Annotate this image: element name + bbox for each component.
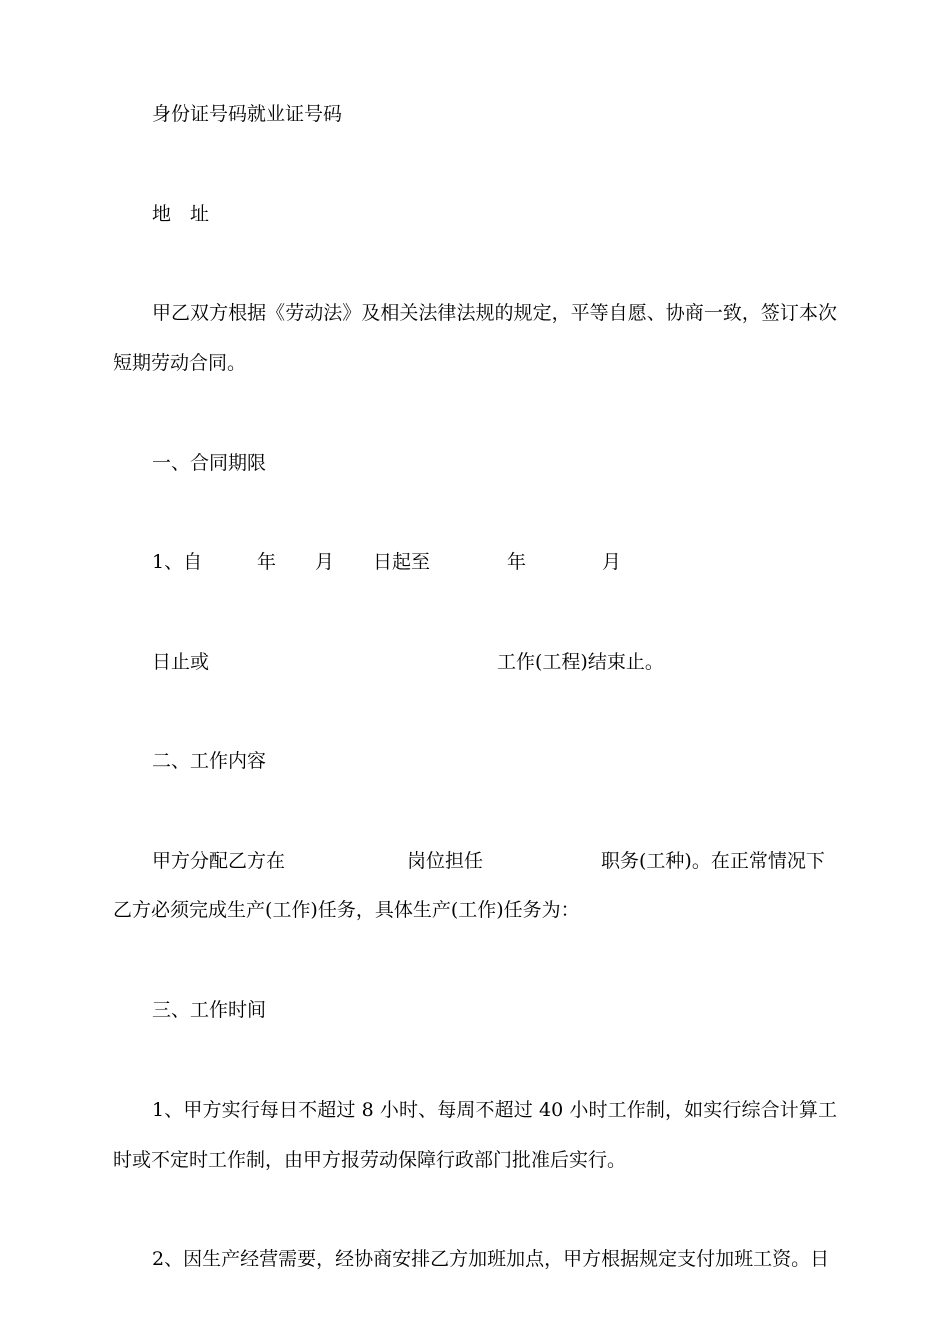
section-3-heading: 三、工作时间 [152, 999, 267, 1021]
work-task: 乙方必须完成生产(工作)任务，具体生产(工作)任务为： [113, 899, 580, 921]
intro-paragraph: 甲乙双方根据《劳动法》及相关法律法规的规定，平等自愿、协商一致，签订本次短期劳动合同。 [113, 302, 837, 374]
hours-clause-2: 2、因生产经营需要，经协商安排乙方加班加点，甲方根据规定支付加班工资。日 [152, 1248, 830, 1270]
term-year-2: 年 [507, 551, 527, 573]
section-1-heading: 一、合同期限 [152, 452, 267, 474]
id-number-line: 身份证号码就业证号码 [152, 103, 343, 125]
work-duty: 职务(工种)。在正常情况下 [601, 850, 825, 872]
work-assign: 甲方分配乙方在 [152, 850, 286, 872]
term-end-work: 工作(工程)结束止。 [497, 651, 664, 673]
section-2-heading: 二、工作内容 [152, 750, 267, 772]
term-year-1: 年 [257, 551, 277, 573]
work-post: 岗位担任 [407, 850, 484, 872]
term-month-1: 月 [315, 551, 335, 573]
term-end-date: 日止或 [152, 651, 210, 673]
term-day-to: 日起至 [373, 551, 431, 573]
term-month-2: 月 [602, 551, 622, 573]
term-from: 1、自 [152, 551, 203, 573]
address-label: 地 址 [152, 203, 210, 225]
hours-clause-1: 1、甲方实行每日不超过 8 小时、每周不超过 40 小时工作制，如实行综合计算工时或不定时工作制，由甲方报劳动保障行政部门批准后实行。 [113, 1099, 837, 1171]
